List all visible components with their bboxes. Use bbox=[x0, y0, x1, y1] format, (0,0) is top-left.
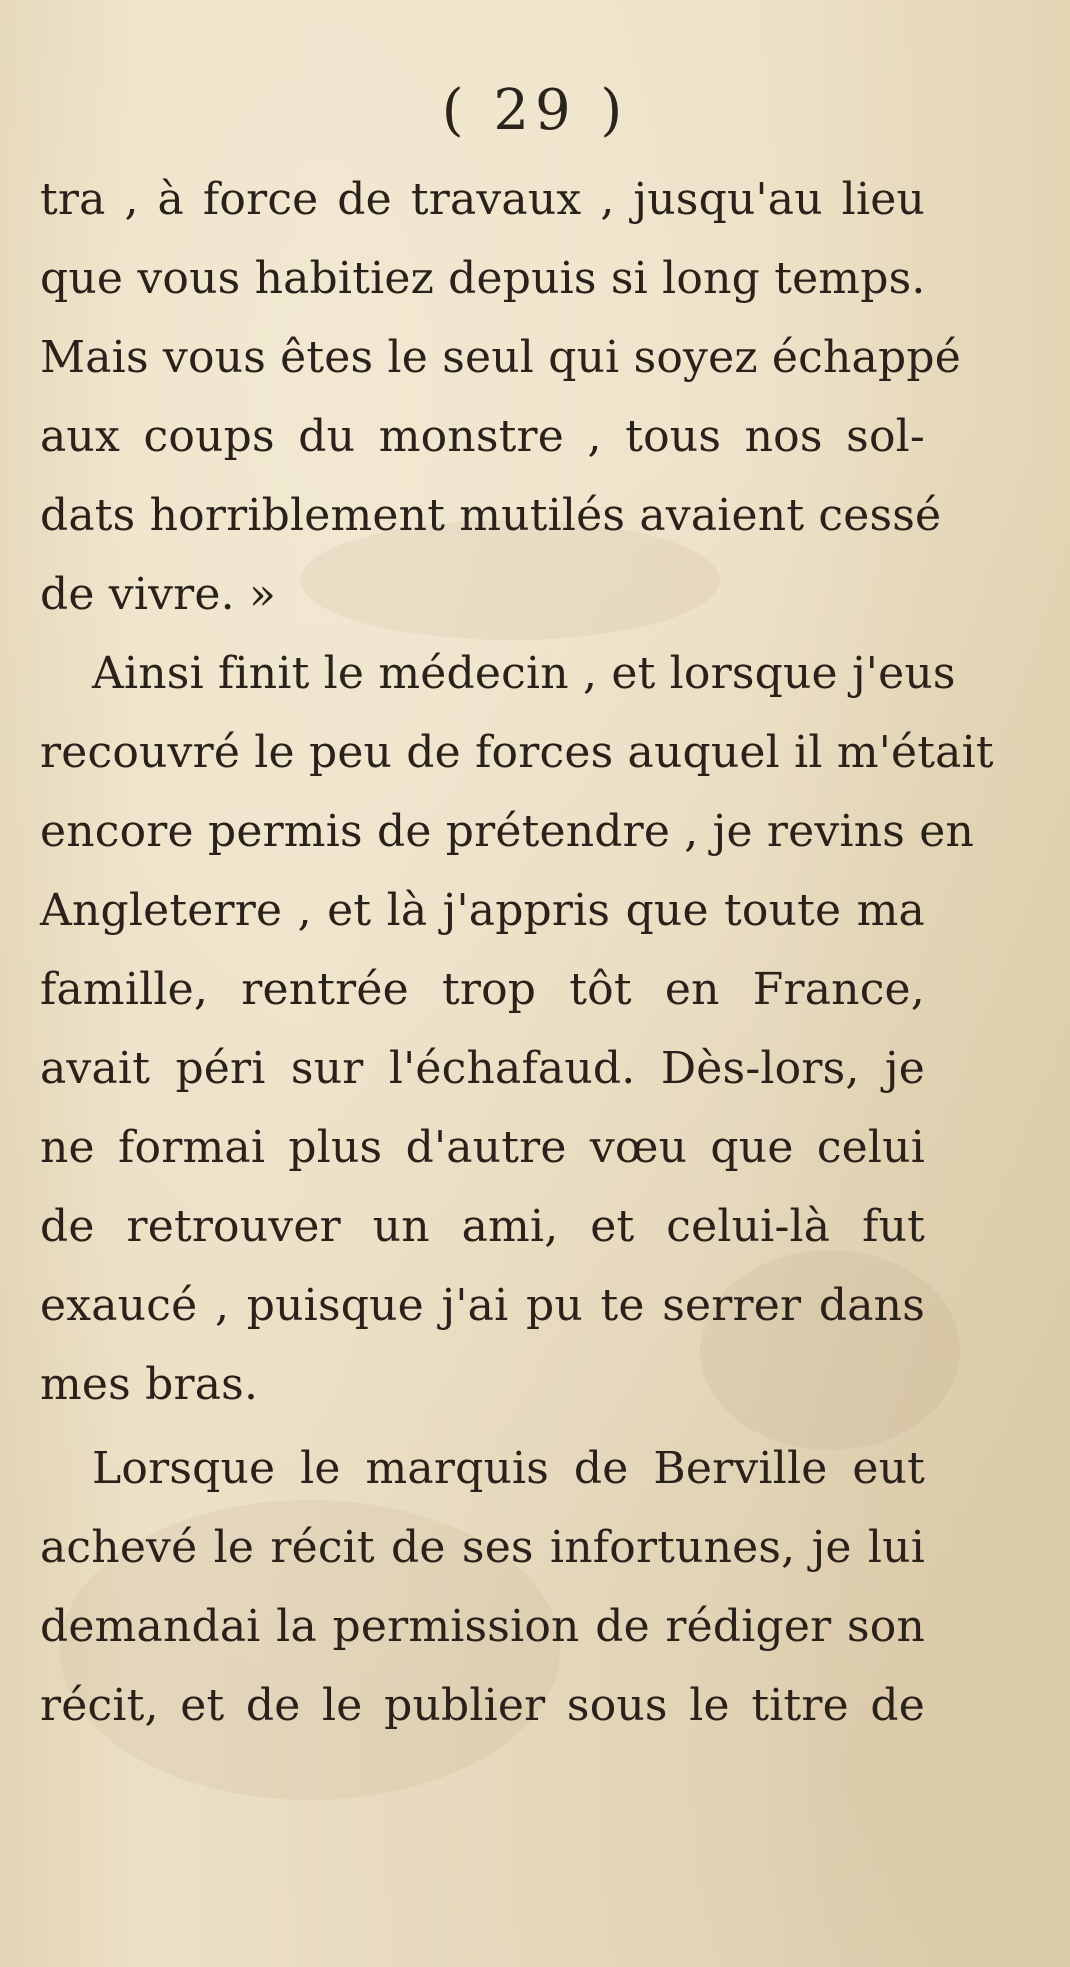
text-line: que vous habitiez depuis si long temps. bbox=[40, 253, 926, 304]
text-line: Lorsque le marquis de Berville eut bbox=[92, 1443, 925, 1494]
text-line: récit, et de le publier sous le titre de bbox=[40, 1680, 925, 1731]
text-line: famille, rentrée trop tôt en France, bbox=[40, 964, 925, 1015]
text-line: avait péri sur l'échafaud. Dès-lors, je bbox=[40, 1043, 925, 1094]
text-line: exaucé , puisque j'ai pu te serrer dans bbox=[40, 1280, 925, 1331]
text-line: dats horriblement mutilés avaient cessé bbox=[40, 490, 942, 541]
page-number: ( 29 ) bbox=[441, 78, 629, 143]
text-line: ne formai plus d'autre vœu que celui bbox=[40, 1122, 925, 1173]
body-text bbox=[40, 160, 994, 1745]
text-line: Mais vous êtes le seul qui soyez échappé bbox=[40, 332, 961, 383]
text-line: demandai la permission de rédiger son bbox=[40, 1601, 925, 1652]
text-line: tra , à force de travaux , jusqu'au lieu bbox=[40, 174, 925, 225]
text-line: de vivre. » bbox=[40, 569, 277, 620]
text-line: recouvré le peu de forces auquel il m'était bbox=[40, 727, 994, 778]
text-line: Angleterre , et là j'appris que toute ma bbox=[40, 885, 925, 936]
text-line: de retrouver un ami, et celui-là fut bbox=[40, 1201, 925, 1252]
text-line: encore permis de prétendre , je revins en bbox=[40, 806, 975, 857]
text-line: Ainsi finit le médecin , et lorsque j'eus bbox=[92, 648, 956, 699]
text-line: achevé le récit de ses infortunes, je lui bbox=[40, 1522, 925, 1573]
text-line: aux coups du monstre , tous nos sol- bbox=[40, 411, 925, 462]
text-line: mes bras. bbox=[40, 1359, 259, 1410]
